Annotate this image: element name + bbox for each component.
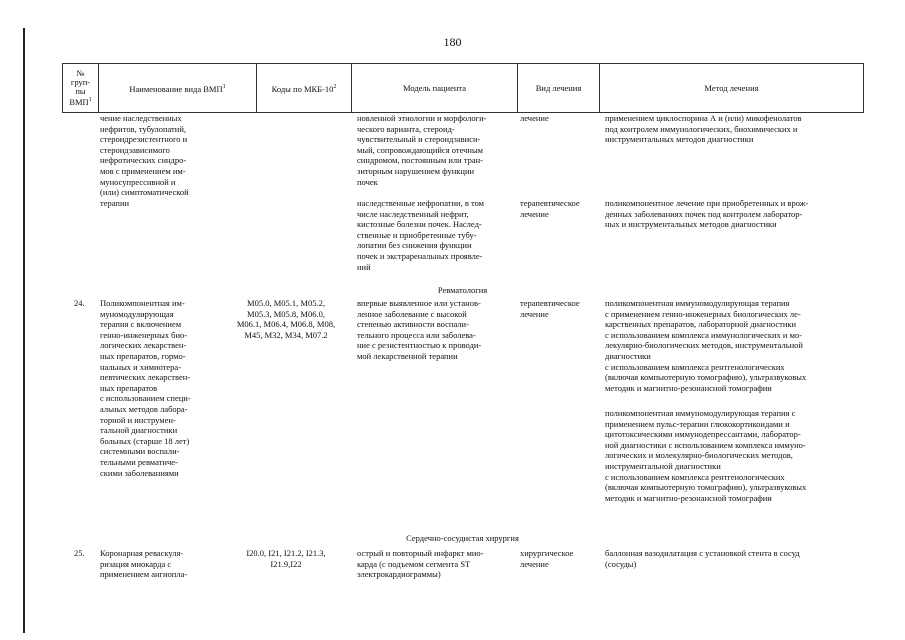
row24-patient-model: впервые выявленное или установ- ленное заболевание с высокой степенью активности воспали- тельного процесса или заболева- ние с резистентностью к проводи- мой лекарственной терапии xyxy=(357,298,482,361)
left-margin-rule xyxy=(23,28,25,633)
header-treatment-method: Метод лечения xyxy=(600,64,864,113)
row25-treatment-type: хирургическое лечение xyxy=(520,548,574,569)
cont-model-2: наследственные нефропатии, в том числе наследственный нефрит, кистозные болезни почек. Наслед- ственные и приобретенные тубу- лопатии без снижения функции почек и экстраренальных проявле- ний xyxy=(357,198,485,272)
row25-method: баллонная вазодилатация с установкой стента в сосуд (сосуды) xyxy=(605,548,800,569)
header-vmp-name: Наименование вида ВМП$^1$ xyxy=(99,64,257,113)
section-rheumatology: Ревматология xyxy=(437,285,488,295)
row24-number: 24. xyxy=(74,298,85,308)
row25-patient-model: острый и повторный инфаркт мио- карда (с подъемом сегмента ST электрокардиограммы) xyxy=(357,548,484,580)
cont-model-1: новленной этиологии и морфологи- ческого варианта, стероид- чувствительный и стероидзависи- мый, сопровождающийся отечным синдромом, постоянным или тран- зиторным нарушением функции почек xyxy=(357,113,487,187)
row24-method-1: поликомпонентная иммуномодулирующая терапия с применением генно-инженерных биологических ле- карственных препаратов, лабораторной диагностики с использованием комплекса иммунологических и мо- лекулярно-биологических методов, инструментальной диагностики с использованием комплекса рентгенологических (включая компьютерную томографию), ультразвуковых методик и магнитно-резонансной томографии xyxy=(605,298,807,393)
cont-type-2: терапевтическое лечение xyxy=(520,198,580,219)
cont-method-1: применением циклоспорина А и (или) микофенолатов под контролем иммунологических, биохимических и инструментальных методов диагностики xyxy=(605,113,802,145)
header-treatment-type: Вид лечения xyxy=(518,64,600,113)
page-number: 180 xyxy=(443,35,462,49)
row25-icd-codes: I20.0, I21, I21.2, I21.3, I21.9,I22 xyxy=(246,548,326,569)
row25-vmp-name: Коронарная реваскуля- ризация миокарда с применением ангиопла- xyxy=(100,548,188,580)
row25-number: 25. xyxy=(74,548,85,558)
row24-treatment-type: терапевтическое лечение xyxy=(520,298,580,319)
cont-type-1: лечение xyxy=(520,113,549,123)
header-patient-model: Модель пациента xyxy=(352,64,518,113)
row24-vmp-name: Поликомпонентная им- муномодулирующая терапия с включением генно-инженерных био- логических лекарствен- ных препаратов, гормо- нальных и химиотера- певтических лекарствен- ных препаратов с использованием специ- альных методов лабора- торной и инструмен- тальной диагностики больных (старше 18 лет) системными воспали- тельными ревматиче- скими заболеваниями xyxy=(100,298,191,478)
cont-vmp-name: чение наследственных нефритов, тубулопатий, стероидрезистентного и стероидзависимого нефротических синдро- мов с применением им- муносупрессивной и (или) симптоматической терапии xyxy=(100,113,189,208)
table-header xyxy=(62,63,864,113)
row24-icd-codes: M05.0, M05.1, M05.2, M05.3, M05.8, M06.0, M06.1, M06.4, M06.8, M08, M45, M32, M34, M07.2 xyxy=(236,298,336,340)
section-cardio-surgery: Сердечно-сосудистая хирургия xyxy=(406,533,519,543)
row24-method-2: поликомпонентная иммуномодулирующая терапия с применением пульс-терапии глюкокортикоидами и цитотоксическими иммунодепрессантами, лаборатор- ной диагностики с использованием комплекса иммуно- логических и молекулярно-биологических методов, инструментальной диагностики с использованием комплекса рентгенологических (включая компьютерную томографию), ультразвуковых методик и магнитно-резонансной томографии xyxy=(605,408,807,503)
header-group-number: № груп- пы ВМП$^1$ xyxy=(63,64,99,113)
cont-method-2: поликомпонентное лечение при приобретенных и врож- денных заболеваниях почек под контролем лаборатор- ных и инструментальных методов диагностики xyxy=(605,198,809,230)
header-icd-codes: Коды по МКБ-$10^2$ xyxy=(257,64,352,113)
